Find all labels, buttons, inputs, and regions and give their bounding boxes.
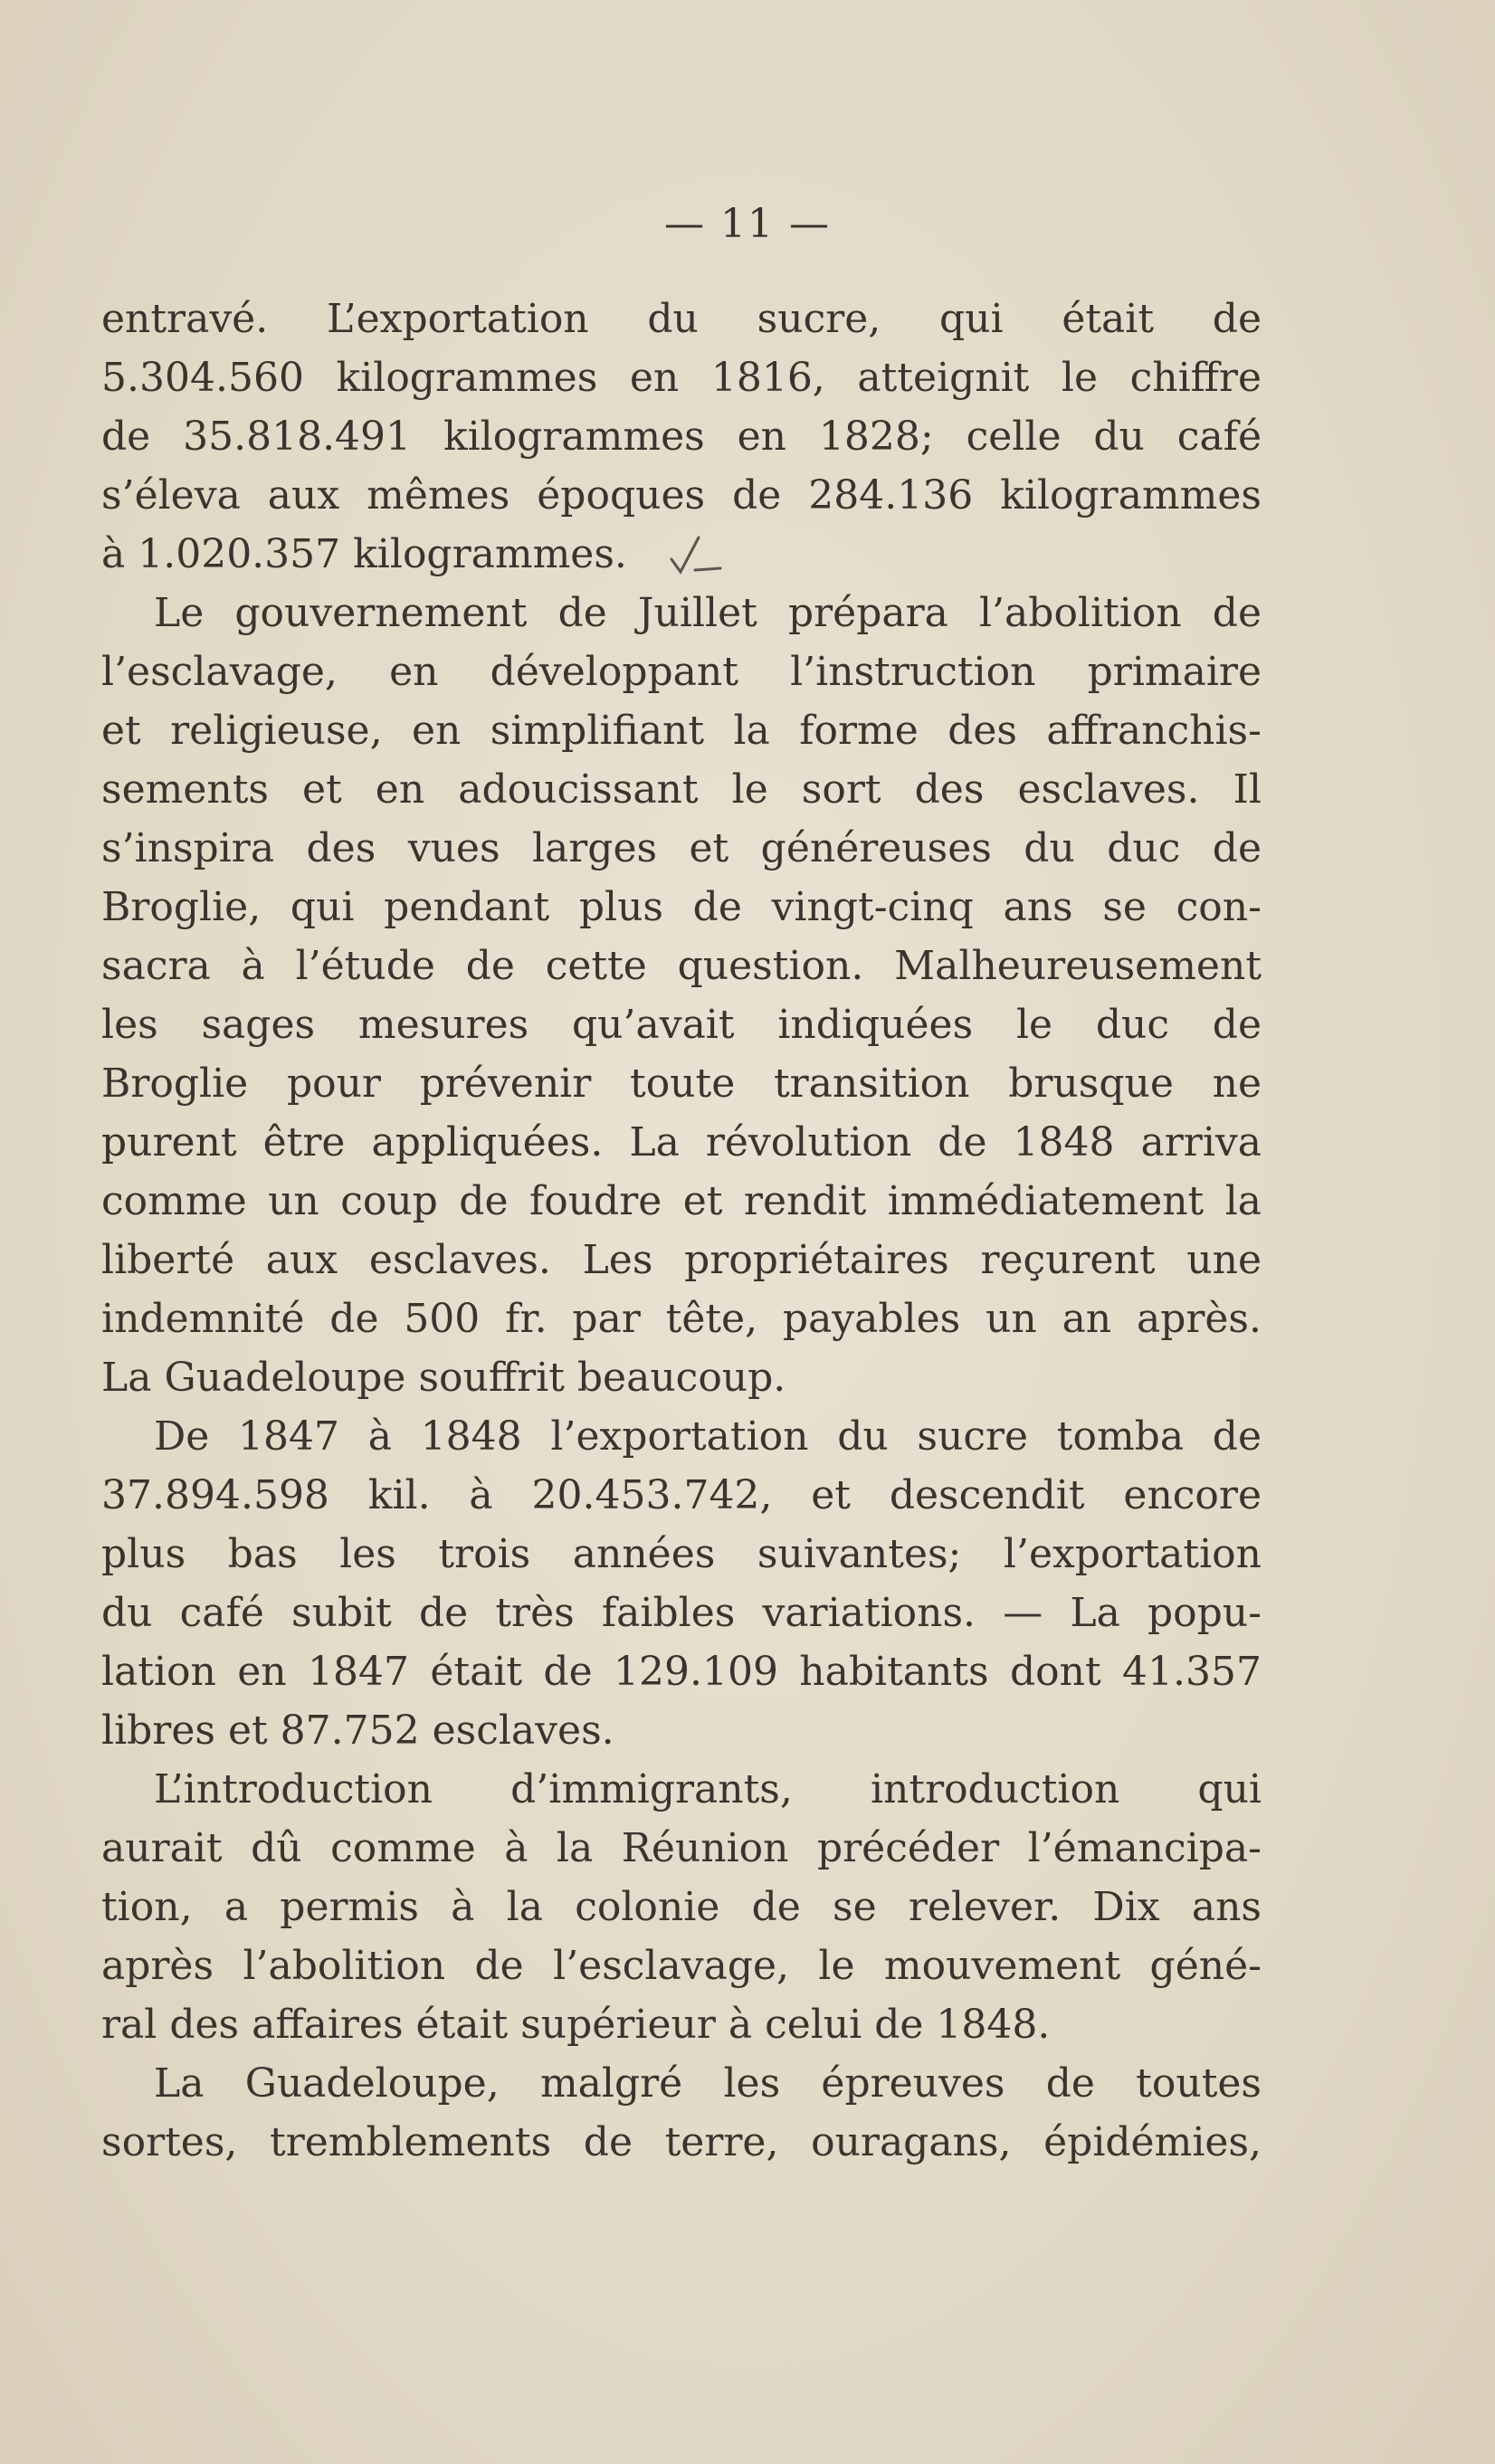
text-line: du café subit de très faibles variations. — La popu- <box>101 1590 1262 1636</box>
text-line: plus bas les trois années suivantes; l’exportation <box>101 1531 1262 1577</box>
text-line: à 1.020.357 kilogrammes. <box>101 531 627 577</box>
text-line: sacra à l’étude de cette question. Malheureusement <box>101 943 1262 989</box>
text-line: ral des affaires était supérieur à celui de 1848. <box>101 2002 1051 2048</box>
text-line: les sages mesures qu’avait indiquées le duc de <box>101 1002 1262 1048</box>
text-line: 37.894.598 kil. à 20.453.742, et descendit encore <box>101 1472 1262 1518</box>
text-line: 5.304.560 kilogrammes en 1816, atteignit le chiffre <box>101 355 1262 401</box>
text-line: libres et 87.752 esclaves. <box>101 1708 614 1754</box>
text-line: après l’abolition de l’esclavage, le mouvement géné- <box>101 1943 1262 1989</box>
text-line: sements et en adoucissant le sort des esclaves. Il <box>101 766 1262 813</box>
text-line: tion, a permis à la colonie de se relever. Dix ans <box>101 1884 1262 1930</box>
text-line: La Guadeloupe, malgré les épreuves de toutes <box>154 2060 1262 2107</box>
text-line: Broglie, qui pendant plus de vingt-cinq ans se con- <box>101 884 1262 930</box>
text-line: lation en 1847 était de 129.109 habitants dont 41.357 <box>101 1649 1262 1695</box>
text-line: aurait dû comme à la Réunion précéder l’émancipa- <box>101 1825 1262 1871</box>
text-line: sortes, tremblements de terre, ouragans, épidémies, <box>101 2119 1262 2165</box>
text-line: entravé. L’exportation du sucre, qui était de <box>101 296 1262 342</box>
pencil-check-mark <box>668 528 722 583</box>
text-line: La Guadeloupe souffrit beaucoup. <box>101 1355 786 1401</box>
text-line: s’inspira des vues larges et généreuses du duc de <box>101 825 1262 871</box>
text-line: l’esclavage, en développant l’instruction primaire <box>101 649 1262 695</box>
text-line: liberté aux esclaves. Les propriétaires reçurent une <box>101 1237 1262 1283</box>
text-line: Broglie pour prévenir toute transition brusque ne <box>101 1061 1262 1107</box>
text-line: et religieuse, en simplifiant la forme des affranchis- <box>101 708 1262 754</box>
text-line: purent être appliquées. La révolution de 1848 arriva <box>101 1119 1262 1165</box>
text-line: De 1847 à 1848 l’exportation du sucre tomba de <box>154 1413 1262 1460</box>
text-line: L’introduction d’immigrants, introduction qui <box>154 1766 1262 1812</box>
text-line: s’éleva aux mêmes époques de 284.136 kilogrammes <box>101 472 1262 518</box>
text-line: Le gouvernement de Juillet prépara l’abolition de <box>154 590 1262 636</box>
page-number: — 11 — <box>664 201 831 247</box>
text-line: comme un coup de foudre et rendit immédiatement la <box>101 1178 1262 1224</box>
text-line: indemnité de 500 fr. par tête, payables un an après. <box>101 1296 1262 1342</box>
text-line: de 35.818.491 kilogrammes en 1828; celle du café <box>101 414 1262 460</box>
